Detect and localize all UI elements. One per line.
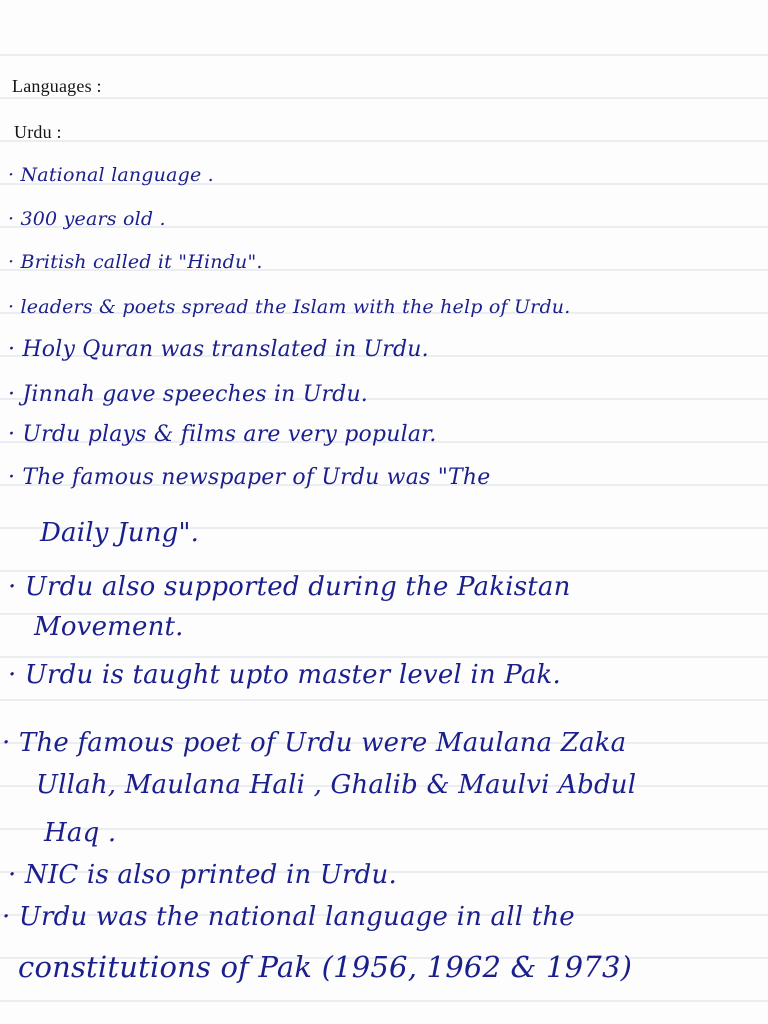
note-line-continued: Haq . bbox=[44, 818, 117, 848]
note-line: · Urdu plays & films are very popular. bbox=[8, 422, 437, 447]
note-line: · National language . bbox=[8, 164, 214, 186]
section-heading: Urdu : bbox=[14, 122, 62, 142]
note-line-continued: constitutions of Pak (1956, 1962 & 1973) bbox=[18, 950, 633, 984]
note-line: · Jinnah gave speeches in Urdu. bbox=[8, 382, 369, 407]
note-line: · British called it "Hindu". bbox=[8, 251, 263, 273]
note-line: · The famous poet of Urdu were Maulana Zaka bbox=[2, 728, 627, 758]
note-line: · Holy Quran was translated in Urdu. bbox=[8, 337, 429, 362]
note-line-continued: Daily Jung". bbox=[40, 518, 200, 548]
note-line: · 300 years old . bbox=[8, 208, 166, 230]
note-line: · Urdu is taught upto master level in Pak. bbox=[8, 660, 561, 690]
note-line-continued: Ullah, Maulana Hali , Ghalib & Maulvi Abdul bbox=[36, 770, 637, 800]
note-line: · NIC is also printed in Urdu. bbox=[8, 860, 397, 890]
note-line: · The famous newspaper of Urdu was "The bbox=[8, 465, 491, 490]
note-line: · Urdu also supported during the Pakistan bbox=[8, 572, 571, 602]
note-line: · Urdu was the national language in all the bbox=[2, 902, 575, 932]
note-line-continued: Movement. bbox=[34, 612, 184, 642]
note-line: · leaders & poets spread the Islam with the help of Urdu. bbox=[8, 296, 571, 318]
page-heading: Languages : bbox=[12, 76, 102, 96]
